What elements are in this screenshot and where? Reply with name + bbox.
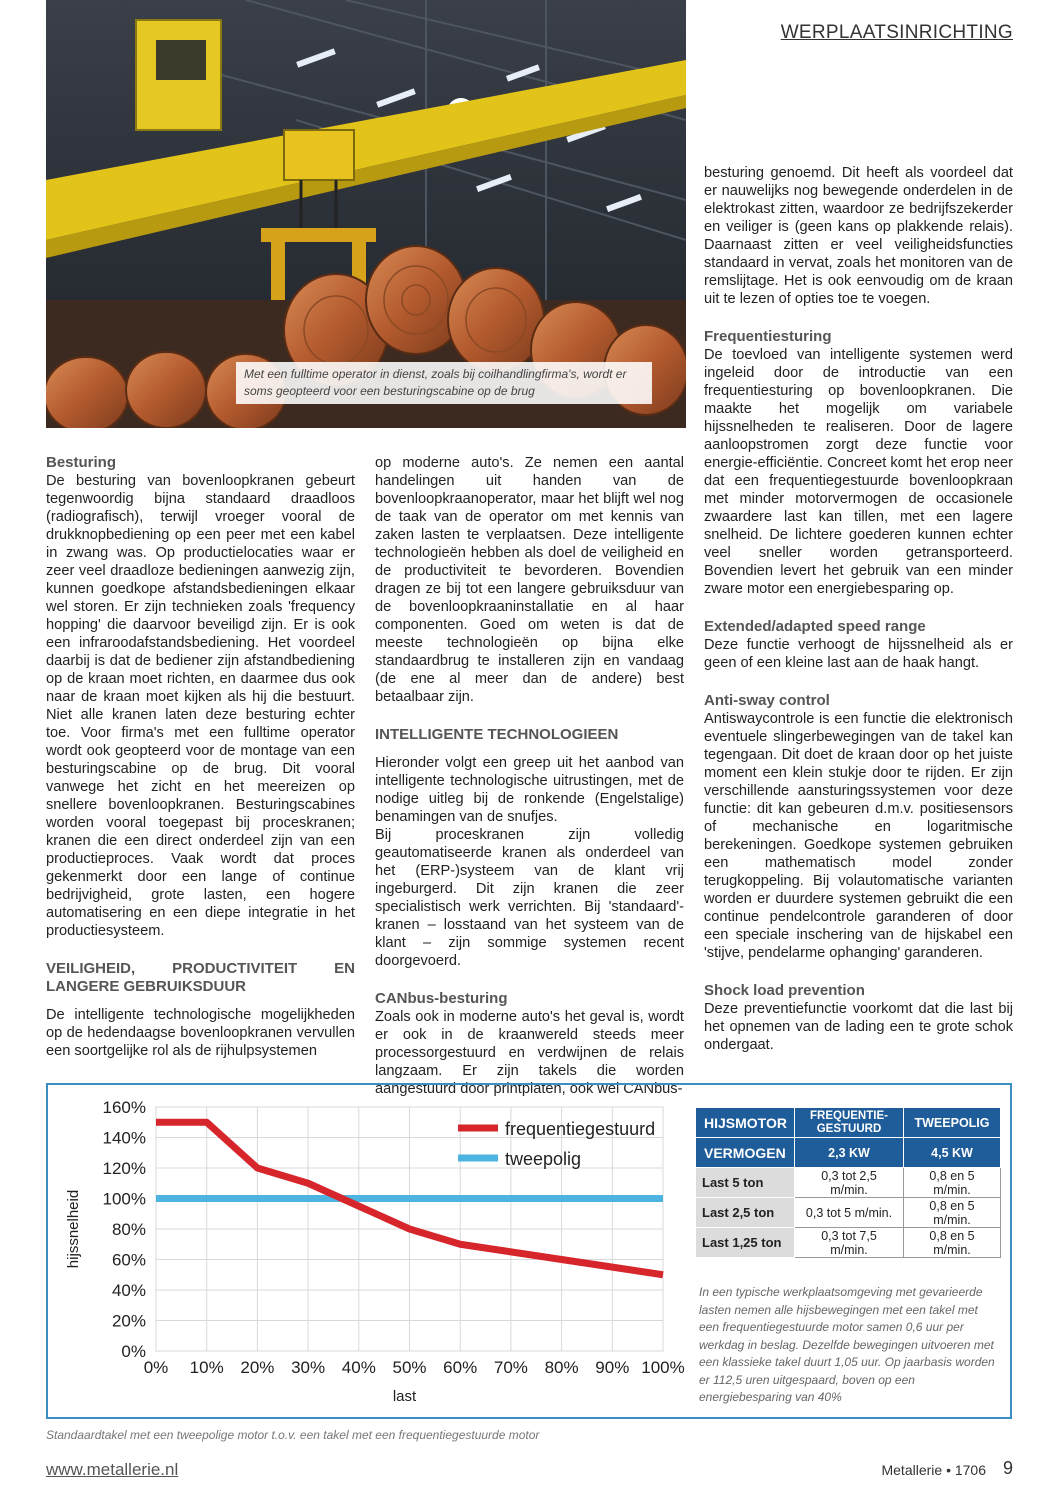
cell-twee: 0,8 en 5 m/min. bbox=[904, 1228, 1001, 1258]
paragraph: Antiswaycontrole is een functie die elektronisch eventuele slingerbewegingen van de takel kan tegengaan. Dit doet de kraan door op het juiste moment een klein stukje door te rijden. Er zijn verschillende aansturingssystemen voor deze functie: dit kan gebeuren d.m.v. positiesensors of mechanische en logaritmische berekeningen. Goedkope systemen gebruiken een mathematisch model zonder terugkoppeling. Bij volautomatische varianten worden er duurdere systemen gebruikt die een continue pendelcontrole garanderen of door een speciale inschering van de hijskabel een 'stijve, pendelarme ophanging' garanderen. bbox=[704, 711, 1013, 961]
row-label: Last 5 ton bbox=[696, 1168, 795, 1198]
paragraph: op moderne auto's. Ze nemen een aantal handelingen uit handen van de bovenloopkraanoperator, maar het blijft wel nog de taak van de operator om met kennis van zaken lasten te verplaatsen. Deze intelligente technologieën hebben als doel de veiligheid en de productiviteit te bevorderen. Bovendien dragen ze bij tot een langere gebruiksduur van de bovenloopkraaninstallatie en al haar componenten. Goed om weten is dat de meeste technologieën op bijna elke standaardbrug te installeren zijn en vandaag (de ene al meer dan de andere) best betaalbaar zijn. bbox=[375, 455, 684, 705]
heading-frequentiesturing: Frequentiesturing bbox=[704, 328, 832, 345]
y-tick-label: 60% bbox=[111, 1250, 146, 1270]
footer-publication: Metallerie • 1706 bbox=[881, 1462, 986, 1478]
heading-anti-sway: Anti-sway control bbox=[704, 692, 830, 709]
heading-besturing: Besturing bbox=[46, 454, 117, 471]
y-tick-label: 120% bbox=[102, 1159, 146, 1178]
paragraph: Deze functie verhoogt de hijssnelheid als er geen of een kleine last aan de haak hangt. bbox=[704, 637, 1013, 671]
y-tick-label: 0% bbox=[121, 1342, 146, 1361]
paragraph: Deze preventiefunctie voorkomt dat die last bij het opnemen van de lading een te grote schok ondergaat. bbox=[704, 1001, 1013, 1053]
header-vermogen: VERMOGEN bbox=[696, 1138, 795, 1168]
legend-label: tweepolig bbox=[505, 1149, 582, 1169]
x-tick-label: 30% bbox=[291, 1358, 326, 1377]
x-tick-label: 70% bbox=[493, 1358, 528, 1377]
column-1 bbox=[46, 454, 355, 1060]
figure-caption: Standaardtakel met een tweepolige motor t.o.v. een takel met een frequentiegestuurde motor bbox=[46, 1428, 540, 1442]
speed-chart bbox=[46, 1083, 686, 1419]
paragraph: Bij proceskranen zijn volledig geautomatiseerde kranen als onderdeel van het (ERP-)systeem van de klant vrij ingeburgerd. Dit zijn kranen die zeer specialistisch werk verrichten. Bij 'standaard'-kranen – losstaand van het systeem van de klant – zijn sommige systemen recent doorgevoerd. bbox=[375, 827, 684, 969]
x-tick-label: 100% bbox=[641, 1358, 685, 1377]
paragraph: De besturing van bovenloopkranen gebeurt tegenwoordig bijna standaard draadloos (radiografisch), terwijl vroeger vooral de drukknopbediening op een peer met een kabel in zwang was. Op productielocaties waar er zeer veel draadloze bedieningen aanwezig zijn, kunnen goedkope afstandsbedieningen elkaar wel storen. Er zijn technieken zoals 'frequency hopping' die daarvoor beveiligd zijn. Er is ook een infraroodafstandsbediening. Het voordeel daarbij is dat de bediener zijn afstandbediening op de kraan moet richten, en daarmee dus ook naar de kraan moet kijken als hij die bestuurt. Niet alle kranen laten deze besturing echter toe. Voor firma's met een fulltime operator wordt ook geopteerd voor de montage van een besturingscabine op de brug. Dit vooral vanwege het zicht en het meereizen op snellere bovenloopkranen. Besturingscabines worden vooral toegepast bij proceskranen; kranen die een direct onderdeel zijn van een productieproces. Vaak wordt dat proces gekenmerkt door een lange of continue bedrijvigheid, grote lasten, een hogere automatisering en een diepe integratie in het productiesysteem. bbox=[46, 473, 355, 939]
photo-caption: Met een fulltime operator in dienst, zoals bij coilhandlingfirma's, wordt er soms geopteerd voor een besturingscabine op de brug bbox=[236, 362, 652, 404]
paragraph: Hieronder volgt een greep uit het aanbod van intelligente technologische uitrustingen, met de nodige uitleg bij de ronkende (Engelstalige) benamingen van de snufjes. bbox=[375, 755, 684, 825]
header-tweepolig: TWEEPOLIG bbox=[904, 1108, 1001, 1138]
paragraph: Zoals ook in moderne auto's het geval is, wordt er ook in de kraanwereld steeds meer processorgestuurd en verdwijnen de relais langzaam. Er zijn takels die worden aangestuurd door printplaten, ook wel CANbus- bbox=[375, 1009, 684, 1097]
column-2 bbox=[375, 454, 684, 1098]
section-title: WERPLAATSINRICHTING bbox=[780, 22, 1013, 43]
x-axis-label: last bbox=[392, 1388, 417, 1405]
paragraph: De toevloed van intelligente systemen werd ingeleid door de introductie van een frequentiesturing op bovenloopkranen. Die maakte het mogelijk om variabele hijssnelheden te realiseren. Door de lagere aanloopstromen zorgt deze functie voor energie-efficiëntie. Concreet komt het erop neer dat een frequentiegestuurde bovenloopkraan met minder motorvermogen de occasionele zwaardere last kan tillen, met een lagere snelheid. De lichtere goederen kunnen echter veel sneller worden getransporteerd. Bovendien levert het gebruik van een minder zware motor een energiebesparing op. bbox=[704, 347, 1013, 597]
motor-table bbox=[695, 1107, 1001, 1258]
row-label: Last 1,25 ton bbox=[696, 1228, 795, 1258]
x-tick-label: 80% bbox=[544, 1358, 579, 1377]
y-axis-label: hijssnelheid bbox=[65, 1189, 82, 1269]
heading-intelligente-technologieen: INTELLIGENTE TECHNOLOGIEEN bbox=[375, 726, 619, 743]
row-label: Last 2,5 ton bbox=[696, 1198, 795, 1228]
heading-canbus: CANbus-besturing bbox=[375, 990, 508, 1007]
y-tick-label: 20% bbox=[111, 1311, 146, 1331]
header-frequentiegestuurd: FREQUENTIE-GESTUURD bbox=[795, 1108, 904, 1138]
paragraph: De intelligente technologische mogelijkheden op de hedendaagse bovenloopkranen vervullen een soortgelijke rol als de rijhulpsystemen bbox=[46, 1007, 355, 1059]
power-twee: 4,5 KW bbox=[904, 1138, 1001, 1168]
heading-shock-load: Shock load prevention bbox=[704, 982, 865, 999]
x-tick-label: 90% bbox=[595, 1358, 630, 1377]
y-tick-label: 80% bbox=[111, 1220, 146, 1239]
x-tick-label: 40% bbox=[341, 1358, 376, 1377]
legend-label: frequentiegestuurd bbox=[505, 1119, 656, 1139]
power-freq: 2,3 KW bbox=[795, 1138, 904, 1168]
x-tick-label: 60% bbox=[443, 1358, 478, 1377]
x-tick-label: 20% bbox=[240, 1358, 275, 1377]
page-number: 9 bbox=[1002, 1458, 1013, 1478]
heading-speed-range: Extended/adapted speed range bbox=[704, 618, 926, 635]
header-hijsmotor: HIJSMOTOR bbox=[696, 1108, 795, 1138]
heading-veiligheid: VEILIGHEID, PRODUCTIVITEIT EN LANGERE GEBRUIKSDUUR bbox=[46, 960, 355, 995]
cell-twee: 0,8 en 5 m/min. bbox=[904, 1168, 1001, 1198]
y-tick-label: 160% bbox=[102, 1098, 146, 1117]
cell-freq: 0,3 tot 7,5 m/min. bbox=[795, 1228, 904, 1258]
cell-freq: 0,3 tot 5 m/min. bbox=[795, 1198, 904, 1228]
column-3 bbox=[704, 164, 1013, 1054]
x-tick-label: 50% bbox=[392, 1358, 427, 1377]
y-tick-label: 140% bbox=[102, 1128, 146, 1148]
table-caption: In een typische werkplaatsomgeving met gevarieerde lasten nemen alle hijsbewegingen met een takel met een frequentiegestuurde motor samen 0,6 uur per werkdag in beslag. Dezelfde bewegingen uitvoeren met een klassieke takel duurt 1,05 uur. Op jaarbasis worden er 112,5 uren uitgespaard, boven op een energiebesparing van 40% bbox=[699, 1285, 995, 1404]
paragraph: besturing genoemd. Dit heeft als voordeel dat er nauwelijks nog bewegende onderdelen in de elektrokast zitten, waardoor ze bedrijfszekerder en veiliger is (geen kans op plakkende relais). Daarnaast zitten er veel veiligheidsfuncties standaard in vervat, zoals het monitoren van de remslijtage. Het is ook eenvoudig om de kraan uit te lezen of opties toe te voegen. bbox=[704, 165, 1013, 307]
x-tick-label: 10% bbox=[189, 1358, 224, 1377]
y-tick-label: 40% bbox=[111, 1281, 146, 1300]
footer-link[interactable]: www.metallerie.nl bbox=[46, 1460, 179, 1479]
y-tick-label: 100% bbox=[102, 1189, 146, 1209]
x-tick-label: 0% bbox=[143, 1358, 169, 1377]
cell-freq: 0,3 tot 2,5 m/min. bbox=[795, 1168, 904, 1198]
cell-twee: 0,8 en 5 m/min. bbox=[904, 1198, 1001, 1228]
